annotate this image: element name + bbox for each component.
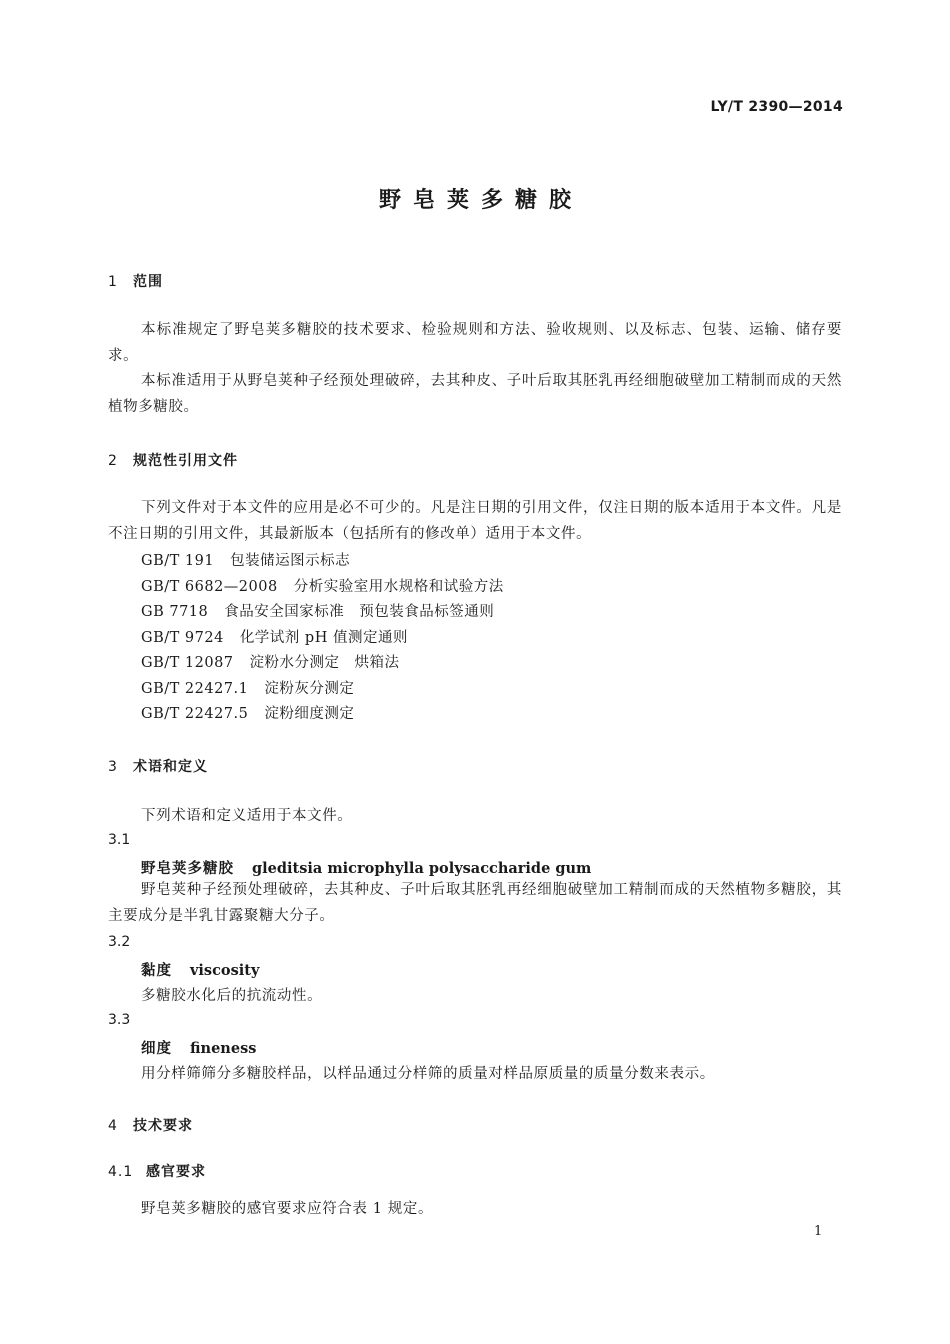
section-title: 术语和定义 [133, 759, 208, 775]
subsection-4-1-text: 野皂荚多糖胶的感官要求应符合表 1 规定。 [141, 1201, 434, 1217]
reference-title: 淀粉灰分测定 [264, 681, 355, 697]
reference-item [141, 677, 354, 698]
section-2-intro: 下列文件对于本文件的应用是必不可少的。凡是注日期的引用文件，仅注日期的版本适用于本文件。凡是不注日期的引用文件，其最新版本（包括所有的修改单）适用于本文件。 [108, 500, 842, 542]
term-english: gleditsia microphylla polysaccharide gum [252, 860, 592, 877]
reference-item [141, 626, 408, 647]
reference-code: GB/T 9724 [141, 630, 224, 646]
reference-item [141, 575, 504, 596]
term-definition: 野皂荚种子经预处理破碎，去其种皮、子叶后取其胚乳再经细胞破壁加工精制而成的天然植物多糖胶，其主要成分是半乳甘露聚糖大分子。 [108, 882, 842, 924]
section-number: 2 [108, 453, 118, 469]
term-definition: 多糖胶水化后的抗流动性。 [141, 988, 323, 1004]
reference-code: GB/T 22427.1 [141, 681, 249, 697]
section-4-heading [108, 1115, 193, 1135]
reference-title: 淀粉细度测定 [264, 706, 355, 722]
term-chinese: 黏度 [141, 963, 172, 979]
term-english: fineness [190, 1040, 257, 1057]
term-number: 3.1 [108, 832, 131, 848]
reference-item [141, 549, 350, 570]
reference-title: 包装储运图示标志 [230, 553, 351, 569]
term-english: viscosity [190, 962, 260, 979]
section-title: 规范性引用文件 [133, 453, 238, 469]
reference-title: 淀粉水分测定 烘箱法 [249, 655, 400, 671]
section-3-heading [108, 756, 208, 776]
subsection-number: 4.1 [108, 1164, 134, 1180]
term-entry [141, 959, 259, 980]
reference-code: GB/T 12087 [141, 655, 234, 671]
subsection-4-1-heading [108, 1161, 206, 1181]
reference-title: 分析实验室用水规格和试验方法 [293, 579, 504, 595]
section-number: 4 [108, 1118, 118, 1134]
page-number: 1 [814, 1224, 823, 1239]
section-number: 3 [108, 759, 118, 775]
section-title: 技术要求 [133, 1118, 193, 1134]
section-title: 范围 [133, 274, 163, 290]
term-chinese: 细度 [141, 1041, 172, 1057]
document-title: 野皂荚多糖胶 [378, 188, 583, 213]
reference-title: 化学试剂 pH 值测定通则 [239, 630, 408, 646]
reference-item [141, 651, 400, 672]
reference-code: GB 7718 [141, 604, 209, 620]
subsection-title: 感官要求 [146, 1164, 206, 1180]
term-entry [141, 857, 591, 878]
section-3-intro: 下列术语和定义适用于本文件。 [141, 808, 353, 824]
section-1-paragraph: 本标准适用于从野皂荚种子经预处理破碎，去其种皮、子叶后取其胚乳再经细胞破壁加工精制而成的天然植物多糖胶。 [108, 373, 842, 415]
term-number: 3.3 [108, 1012, 131, 1028]
reference-code: GB/T 6682—2008 [141, 579, 278, 595]
reference-title: 食品安全国家标准 预包装食品标签通则 [224, 604, 495, 620]
term-entry [141, 1037, 256, 1058]
term-definition: 用分样筛筛分多糖胶样品，以样品通过分样筛的质量对样品原质量的质量分数来表示。 [141, 1066, 715, 1082]
section-number: 1 [108, 274, 118, 290]
term-number: 3.2 [108, 934, 131, 950]
reference-item [141, 600, 494, 621]
reference-code: GB/T 22427.5 [141, 706, 249, 722]
section-1-paragraph: 本标准规定了野皂荚多糖胶的技术要求、检验规则和方法、验收规则、以及标志、包装、运输、储存要求。 [108, 322, 842, 364]
standard-code: LY/T 2390—2014 [710, 99, 843, 115]
reference-code: GB/T 191 [141, 553, 215, 569]
term-chinese: 野皂荚多糖胶 [141, 861, 234, 877]
reference-item [141, 702, 354, 723]
section-1-heading [108, 271, 163, 291]
section-2-heading [108, 450, 238, 470]
